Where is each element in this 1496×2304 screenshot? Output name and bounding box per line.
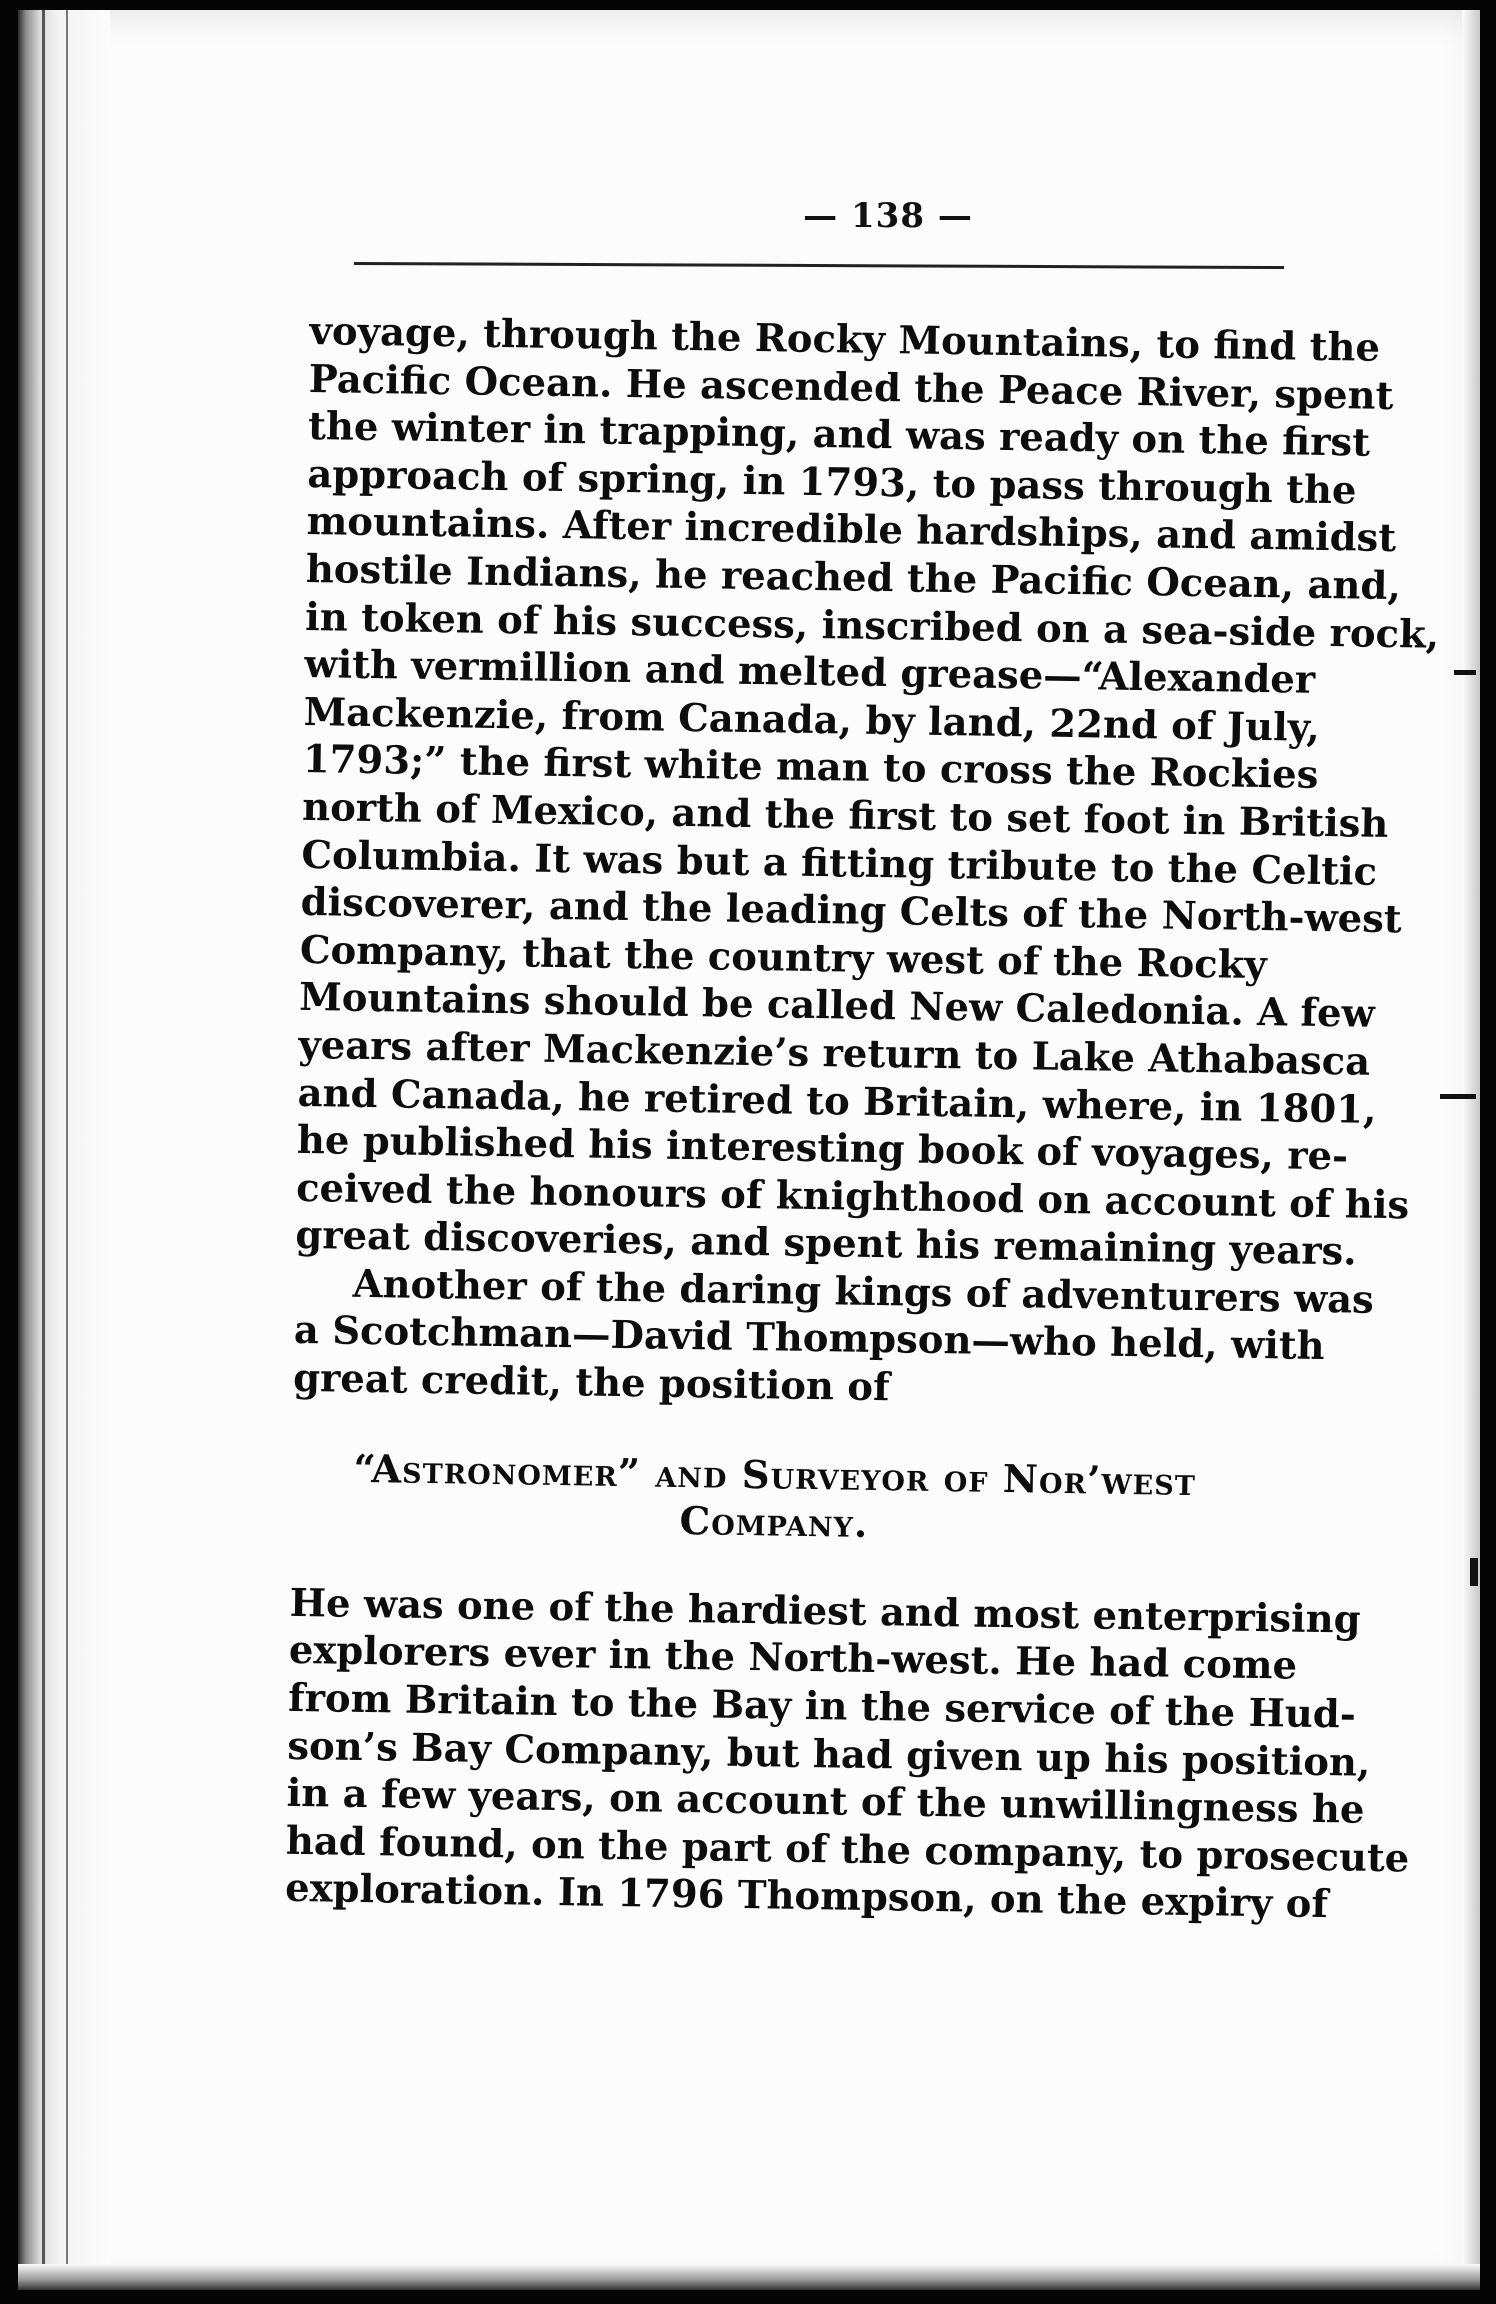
page-body <box>284 308 1440 1928</box>
text-line: Mountains should be called New Caledonia. A few <box>298 975 1376 1038</box>
section-heading <box>291 1445 1258 1555</box>
text-line: Another of the daring kings of adventurers was <box>352 1261 1375 1323</box>
text-line: he published his interesting book of voyages, re- <box>296 1117 1349 1180</box>
text-line: exploration. In 1796 Thompson, on the expiry of <box>284 1866 1329 1928</box>
page-bottom-edge <box>18 2264 1480 2290</box>
text-line: in a few years, on account of the unwillingness he <box>286 1771 1365 1833</box>
paragraph-3 <box>284 1580 1410 1928</box>
text-line: the winter in trapping, and was ready on the first <box>307 404 1371 466</box>
text-line: voyage, through the Rocky Mountains, to find the <box>309 308 1381 371</box>
text-line: Columbia. It was but a fitting tribute to the Celtic <box>301 832 1378 895</box>
text-line: from Britain to the Bay in the service of the Hud- <box>287 1675 1357 1738</box>
text-line: great discoveries, and spent his remaining years. <box>295 1213 1358 1275</box>
text-line: and Canada, he retired to Britain, where, in 1801, <box>297 1070 1377 1133</box>
text-line: approach of spring, in 1793, to pass through the <box>307 451 1357 514</box>
text-line: ceived the honours of knighthood on account of his <box>295 1165 1410 1229</box>
text-line: Mackenzie, from Canada, by land, 22nd of July, <box>303 689 1321 751</box>
text-line: explorers ever in the North-west. He had come <box>288 1628 1298 1690</box>
text-line: had found, on the part of the company, to prosecute <box>285 1818 1410 1882</box>
text-line: Pacific Ocean. He ascended the Peace River, spent <box>308 356 1394 419</box>
text-line: 1793;” the first white man to cross the Rockies <box>302 737 1319 799</box>
page-right-edge <box>1462 10 1480 2290</box>
paragraph-2 <box>292 1260 1375 1418</box>
heading-line: Company. <box>679 1499 869 1548</box>
text-line: hostile Indians, he reached the Pacific Ocean, and, <box>305 546 1402 610</box>
binding-line <box>42 10 45 2290</box>
text-line: with vermillion and melted grease—“Alexander <box>304 642 1316 703</box>
edge-mark <box>1440 1094 1476 1099</box>
page-number: — 138 — <box>803 196 973 236</box>
heading-line: “Astronomer” and Surveyor of Nor’west <box>353 1446 1197 1505</box>
paragraph-1 <box>295 308 1440 1275</box>
text-line: in token of his success, inscribed on a sea-side rock, <box>304 594 1440 658</box>
text-line: son’s Bay Company, but had given up his position, <box>287 1723 1371 1786</box>
text-line: a Scotchman—David Thompson—who held, with <box>293 1308 1325 1370</box>
text-line: years after Mackenzie’s return to Lake Athabasca <box>298 1022 1371 1085</box>
text-line: discoverer, and the leading Celts of the North-west <box>300 880 1402 943</box>
edge-mark <box>1470 1558 1478 1586</box>
binding-line <box>66 10 68 2290</box>
text-line: great credit, the position of <box>292 1355 890 1411</box>
text-line: north of Mexico, and the first to set foot in British <box>301 784 1389 847</box>
text-line: Company, that the country west of the Rocky <box>299 927 1268 988</box>
edge-mark <box>1454 670 1476 675</box>
page-binding-edge <box>18 10 110 2290</box>
text-line: He was one of the hardiest and most enterprising <box>289 1580 1361 1643</box>
text-line: mountains. After incredible hardships, and amidst <box>306 499 1397 562</box>
